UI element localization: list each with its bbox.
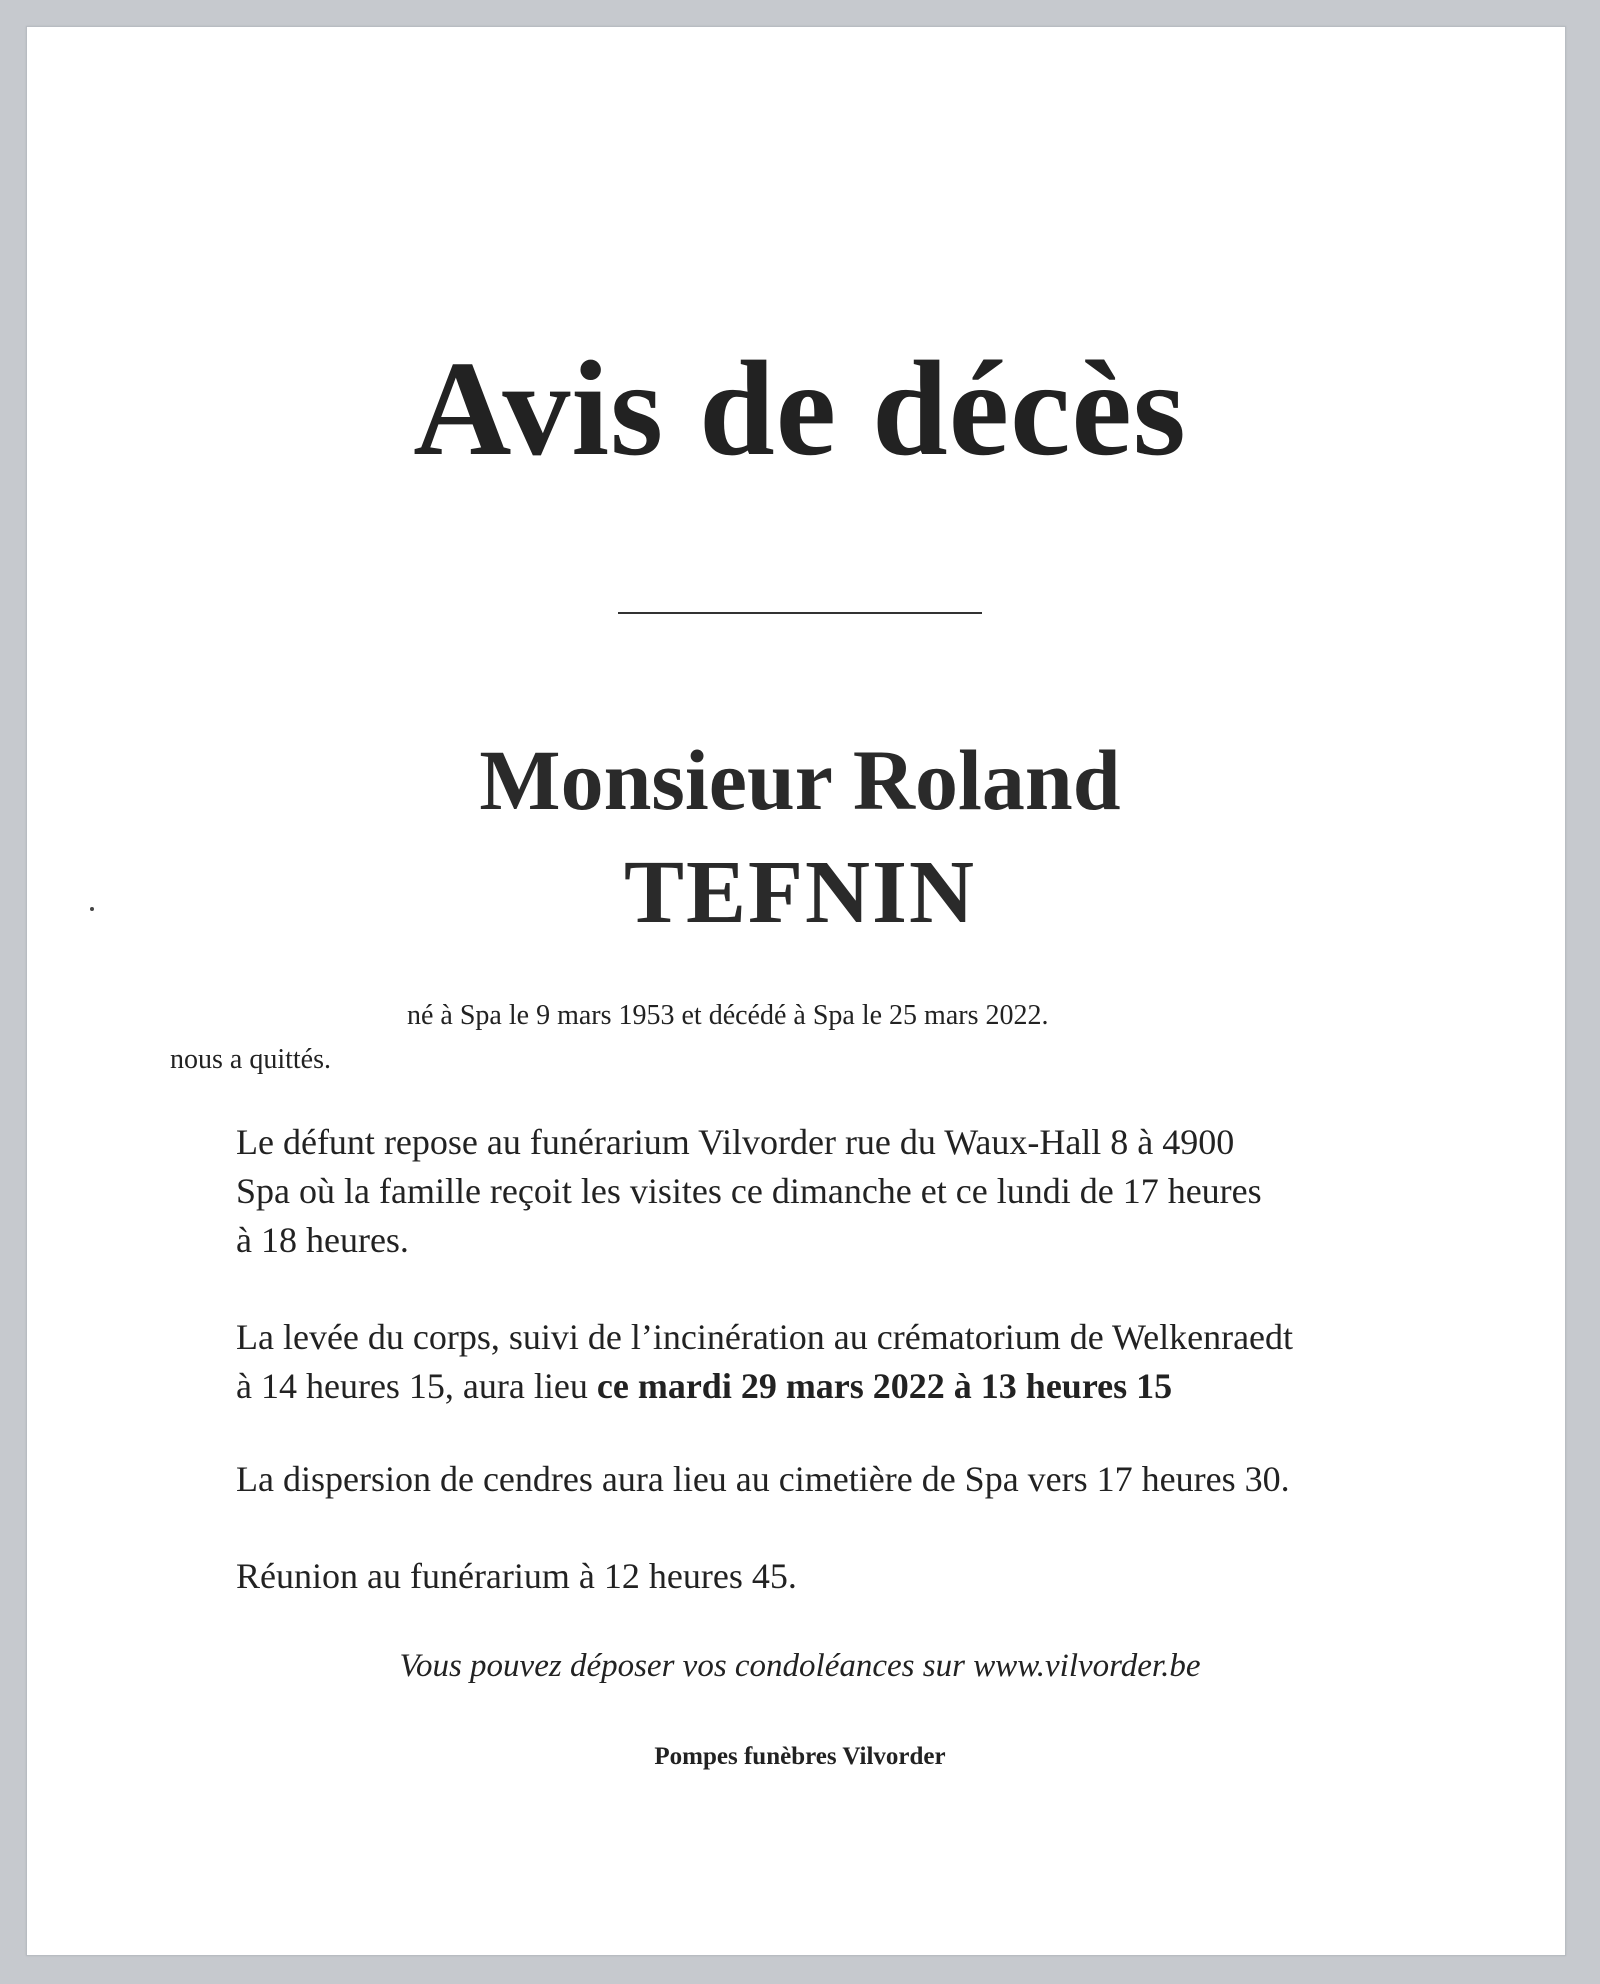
birth-death-line: né à Spa le 9 mars 1953 et décédé à Spa le 25 mars 2022.: [407, 1000, 1049, 1031]
title-divider: [618, 612, 982, 614]
ceremony-line-2-plain: à 14 heures 15, aura lieu: [236, 1366, 597, 1406]
condolences-note: Vous pouvez déposer vos condoléances sur www.vilvorder.be: [399, 1648, 1201, 1684]
visitation-line-3: à 18 heures.: [236, 1220, 409, 1260]
ceremony-line-2: [236, 1362, 1436, 1411]
deceased-first-name: Monsieur Roland: [479, 732, 1121, 828]
ceremony-paragraph: [236, 1313, 1436, 1411]
ceremony-line-1: La levée du corps, suivi de l’incinération au crématorium de Welkenraedt: [236, 1317, 1294, 1357]
ashes-paragraph: La dispersion de cendres aura lieu au cimetière de Spa vers 17 heures 30.: [236, 1459, 1290, 1499]
funeral-home-footer: Pompes funèbres Vilvorder: [654, 1743, 946, 1770]
left-note: nous a quittés.: [170, 1044, 331, 1075]
visitation-line-1: Le défunt repose au funérarium Vilvorder rue du Waux-Hall 8 à 4900: [236, 1122, 1235, 1162]
ceremony-date-time: ce mardi 29 mars 2022 à 13 heures 15: [596, 1366, 1173, 1406]
deceased-last-name: TEFNIN: [623, 843, 977, 942]
notice-title: Avis de décès: [413, 334, 1187, 484]
meeting-paragraph: Réunion au funérarium à 12 heures 45.: [236, 1556, 797, 1596]
visitation-paragraph: [236, 1118, 1436, 1265]
visitation-line-2: Spa où la famille reçoit les visites ce dimanche et ce lundi de 17 heures: [236, 1171, 1262, 1211]
